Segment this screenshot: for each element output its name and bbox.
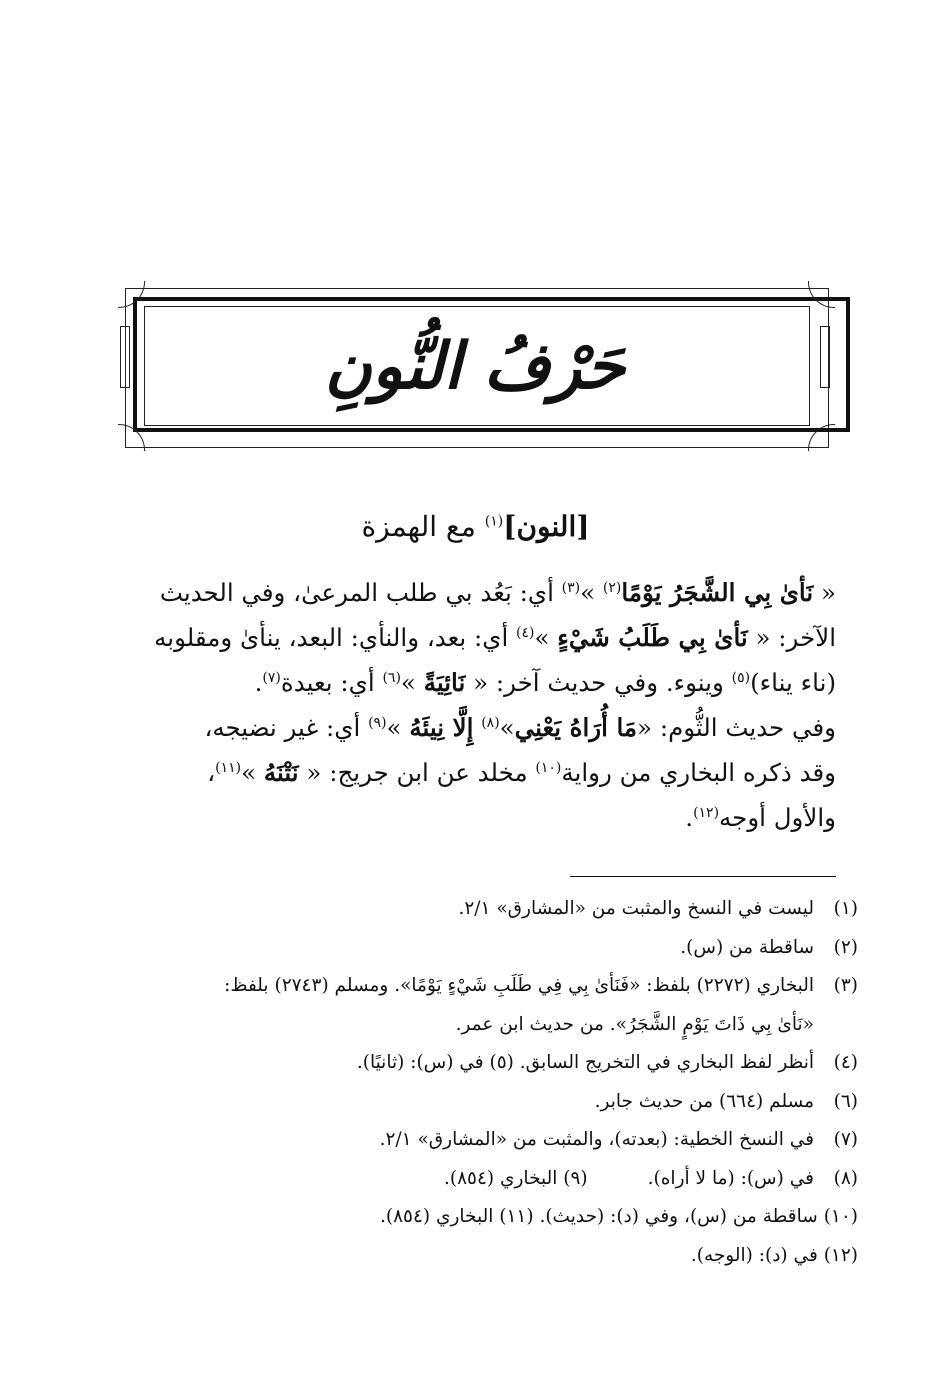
text-run: » [241, 758, 264, 787]
footnote-number: (١٢) [823, 1244, 858, 1266]
footnote-ref: (١٢) [693, 804, 720, 821]
footnote-ref: (٥) [731, 669, 751, 686]
footnote-number: (٩) [563, 1167, 588, 1189]
footnote-ref: (١٠) [535, 759, 562, 776]
footnote-item-continued [118, 1006, 858, 1045]
footnote-text: البخاري (٢٢٧٢) بلفظ: «فَنَأىٰ بِي فِي طَلَبِ شَيْءٍ يَوْمًا». ومسلم (٢٧٤٣) بلفظ: [224, 975, 814, 996]
footnote-separator [570, 876, 836, 877]
section-heading [200, 505, 751, 549]
footnote-text: مسلم (٦٦٤) من حديث جابر. [594, 1090, 814, 1112]
paragraph [118, 570, 836, 705]
text-run: » [580, 578, 603, 607]
footnote-text: في النسخ الخطية: (بعدته)، والمثبت من «المشارق» ٢/١. [379, 1129, 814, 1150]
footnote-item [118, 967, 858, 1006]
footnote-item [118, 1160, 858, 1199]
footnote-number: (٢) [833, 936, 858, 958]
footnote-item [118, 1237, 858, 1276]
footnote-text: في (س): (ثانيًا). [356, 1052, 484, 1073]
footnote-ref: (٤) [516, 624, 535, 641]
footnote-text: ساقطة من (س)، وفي (د): (حديث). [539, 1206, 818, 1227]
footnote-ref: (٣) [561, 579, 581, 596]
text-run: » [386, 713, 410, 742]
footnote-text: أنظر لفظ البخاري في التخريج السابق. [519, 1052, 814, 1073]
text-run: أي: بعيدة [280, 668, 383, 697]
footnote-number: (١١) [499, 1206, 534, 1227]
footnote-number: (٧) [833, 1129, 858, 1150]
footnote-text: «نَأىٰ بِي ذَاتَ يَوْمٍ الشَّجَرُ». من حديث ابن عمر. [455, 1013, 814, 1035]
text-run: أي: بَعُد بي طلب المرعىٰ، وفي الحديث [159, 578, 562, 607]
footnote-item [118, 1044, 858, 1083]
text-run: » [400, 668, 424, 697]
paragraph [118, 705, 836, 840]
text-run: ، [207, 758, 216, 787]
text-run: والأول أوجه [719, 803, 836, 832]
footnote-ref: (٨) [481, 714, 500, 731]
section-heading-letter: [النون] [503, 510, 590, 543]
text-run: الآخر: « [747, 623, 836, 652]
footnote-text: ليست في النسخ والمثبت من «المشارق» ٢/١. [458, 898, 814, 919]
footnote-number: (١) [833, 898, 858, 919]
footnote-item [118, 1083, 858, 1122]
footnote-item [118, 1198, 858, 1237]
footnote-text: ساقطة من (س). [680, 936, 814, 958]
footnote-number: (٨) [833, 1167, 858, 1189]
text-line [255, 668, 836, 697]
hadith-quote: نَتْنَهُ [263, 758, 299, 787]
text-run: وقد ذكره البخاري من رواية [561, 758, 836, 787]
hadith-quote: مَا أُرَاهُ يَعْنِي [514, 713, 638, 742]
text-run: « [813, 578, 836, 607]
text-run: أي: بعد، والنأي: البعد، ينأىٰ ومقلوبه [154, 623, 517, 652]
hadith-quote: نَأىٰ بِي طَلَبُ شَيْءٍ [557, 623, 748, 652]
text-run: وفي حديث الثُّوم: « [637, 713, 836, 742]
footnote-item [118, 1121, 858, 1160]
frame-side-ornament [820, 326, 830, 388]
section-heading-text: مع الهمزة [361, 510, 485, 543]
footnote-text: في (س): (ما لا أراه). [647, 1167, 814, 1189]
footnote-number: (١٠) [823, 1206, 858, 1227]
text-line [160, 578, 836, 607]
footnote-ref: (٢) [602, 579, 622, 596]
frame-side-ornament [120, 326, 130, 388]
footnote-ref: (١) [484, 513, 504, 530]
footnote-ref: (٧) [262, 669, 281, 686]
text-run: . [685, 803, 694, 832]
footnote-number: (٥) [489, 1052, 514, 1073]
hadith-quote: نَائِيَةً [423, 668, 466, 697]
main-text [118, 570, 836, 840]
text-run: (ناء يناء) [750, 668, 836, 697]
text-run: . [254, 668, 263, 697]
chapter-title: حَرْفُ النُّونِ [324, 329, 626, 404]
text-line [204, 713, 836, 742]
text-line [154, 623, 836, 652]
text-run: مخلد عن ابن جريج: « [298, 758, 536, 787]
footnotes [118, 890, 858, 1275]
footnote-item [118, 929, 858, 968]
text-run: » [499, 713, 515, 742]
footnote-ref: (١١) [215, 759, 242, 776]
footnote-number: (٣) [833, 975, 858, 996]
footnote-number: (٤) [833, 1052, 858, 1073]
footnote-text: البخاري (٨٥٤). [444, 1167, 558, 1189]
hadith-quote: إِلَّا نِيئَهُ [409, 713, 474, 742]
text-run: » [534, 623, 558, 652]
footnote-ref: (٩) [368, 714, 387, 731]
hadith-quote: نَأىٰ بِي الشَّجَرُ يَوْمًا [621, 578, 814, 607]
text-run: وينوء. وفي حديث آخر: « [465, 668, 732, 697]
text-line [685, 803, 836, 832]
footnote-item [118, 890, 858, 929]
text-run: أي: غير نضيجه، [204, 713, 369, 742]
footnote-number: (٦) [833, 1090, 858, 1112]
footnote-text: البخاري (٨٥٤). [379, 1206, 494, 1227]
footnote-ref: (٦) [382, 669, 401, 686]
text-line [207, 758, 836, 787]
footnote-text: في (د): (الوجه). [690, 1244, 818, 1266]
